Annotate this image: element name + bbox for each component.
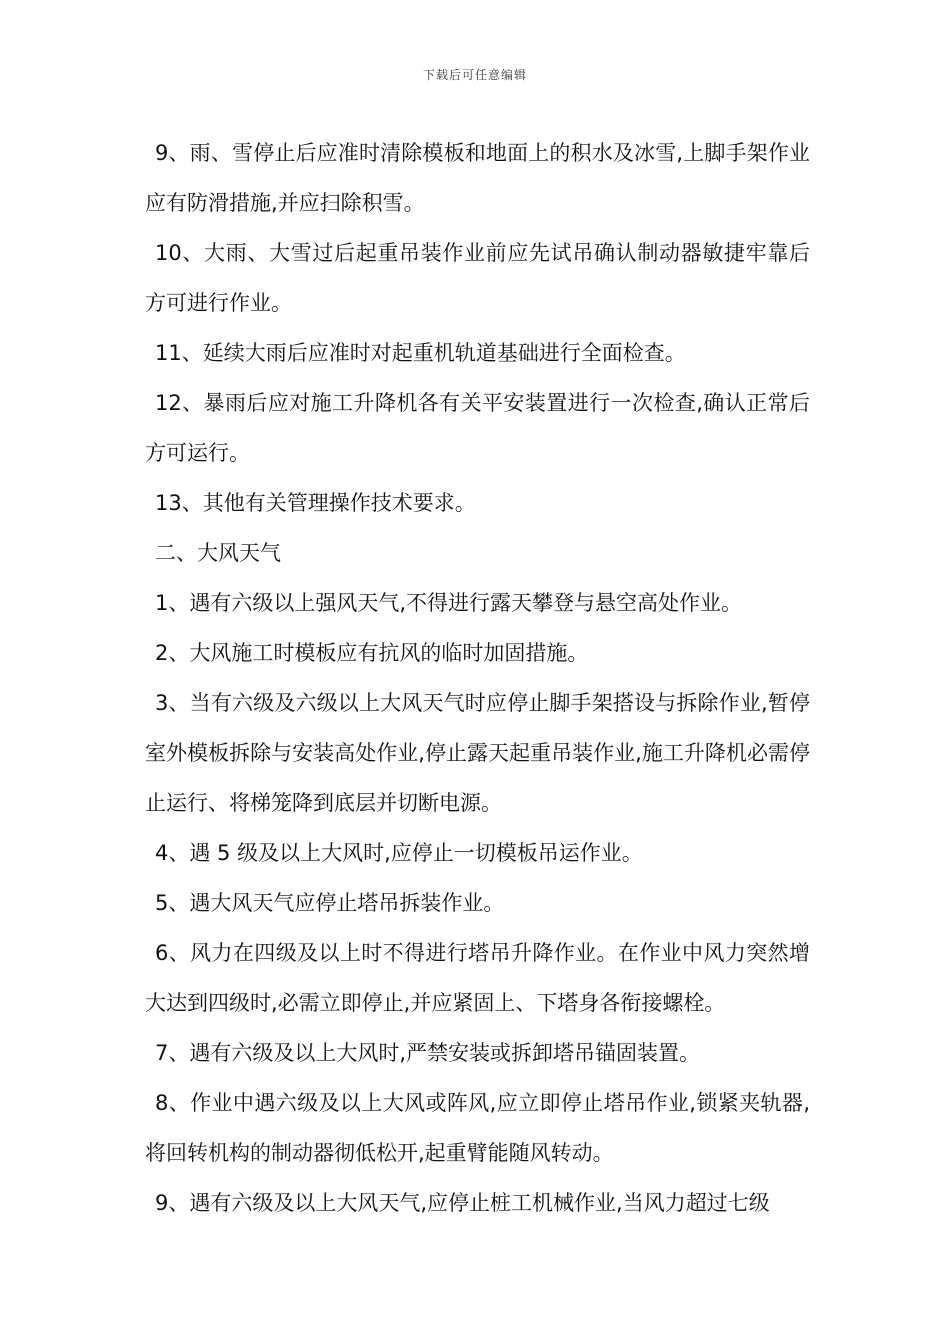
paragraph: 7、遇有六级及以上大风时,严禁安装或拆卸塔吊锚固装置。 — [155, 1041, 701, 1065]
paragraph: 13、其他有关管理操作技术要求。 — [155, 491, 476, 515]
paragraph: 4、遇 5 级及以上大风时,应停止一切模板吊运作业。 — [155, 841, 643, 865]
paragraph: 12、暴雨后应对施工升降机各有关平安装置进行一次检查,确认正常后方可运行。 — [145, 391, 810, 465]
paragraph: 10、大雨、大雪过后起重吊装作业前应先试吊确认制动器敏捷牢靠后方可进行作业。 — [145, 241, 810, 315]
paragraph: 9、遇有六级及以上大风天气,应停止桩工机械作业,当风力超过七级 — [155, 1191, 770, 1215]
page-header: 下载后可任意编辑 — [422, 68, 527, 82]
document-body — [145, 128, 810, 1228]
paragraph: 11、延续大雨后应准时对起重机轨道基础进行全面检查。 — [155, 341, 686, 365]
paragraph: 9、雨、雪停止后应准时清除模板和地面上的积水及冰雪,上脚手架作业应有防滑措施,并应扫除积雪。 — [145, 141, 810, 215]
section-heading: 二、大风天气 — [155, 541, 281, 565]
paragraph: 6、风力在四级及以上时不得进行塔吊升降作业。在作业中风力突然增大达到四级时,必需立即停止,并应紧固上、下塔身各衔接螺栓。 — [145, 941, 810, 1015]
paragraph: 1、遇有六级以上强风天气,不得进行露天攀登与悬空高处作业。 — [155, 591, 743, 615]
paragraph: 2、大风施工时模板应有抗风的临时加固措施。 — [155, 641, 589, 665]
paragraph: 8、作业中遇六级及以上大风或阵风,应立即停止塔吊作业,锁紧夹轨器,将回转机构的制动器彻低松开,起重臂能随风转动。 — [145, 1091, 810, 1165]
paragraph: 3、当有六级及六级以上大风天气时应停止脚手架搭设与拆除作业,暂停室外模板拆除与安装高处作业,停止露天起重吊装作业,施工升降机必需停止运行、将梯笼降到底层并切断电源。 — [145, 691, 810, 815]
paragraph: 5、遇大风天气应停止塔吊拆装作业。 — [155, 891, 505, 915]
